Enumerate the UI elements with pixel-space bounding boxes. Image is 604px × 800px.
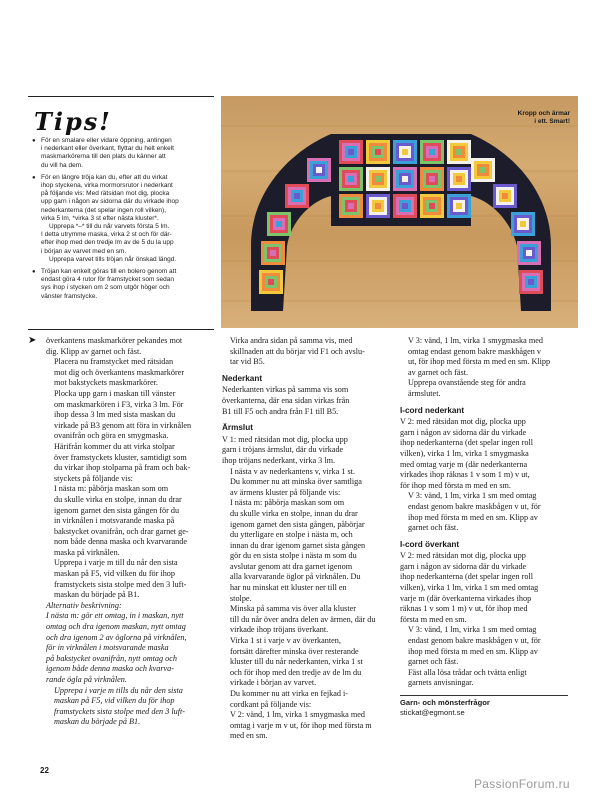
text-line: Härifrån kommer du att virka stolpar <box>54 441 175 451</box>
text-line: omtag och dra igenom maskan, nytt omtag <box>46 622 186 632</box>
granny-square-ring <box>348 176 354 182</box>
tip-line: i början av varvet med en sm. <box>41 247 127 255</box>
photo-caption <box>518 110 570 126</box>
text-line: gör du en sista stolpe i nästa m som du <box>230 551 357 561</box>
tip-line: endast göra 4 rutor för framstycket som sedan <box>41 276 174 284</box>
text-column-1 <box>46 336 206 728</box>
tips-list <box>32 137 212 305</box>
text-line: framstyckets sista stolpe med den 3 luft- <box>54 706 185 716</box>
text-line: B1 till F5 och andra från F1 till B5. <box>222 406 339 416</box>
text-line: virkade i början av varvet. <box>230 678 317 688</box>
text-line: mot dig och överkantens maskmarkörer <box>54 367 185 377</box>
text-line: rande ögla på virknålen. <box>46 675 127 684</box>
text-line: maskan på F5, vid vilken du för ihop <box>54 569 175 579</box>
text-line: dig. Klipp av garnet och fäst. <box>46 346 142 356</box>
text-line: på bakstycket ovanifrån, nytt omtag och <box>46 653 177 663</box>
granny-square-ring <box>348 149 354 155</box>
granny-square-ring <box>429 203 435 209</box>
text-line: och för ihop med den tredje av de lm du <box>230 667 362 677</box>
body-paragraph <box>222 385 390 417</box>
contact-label: Garn- och mönsterfrågor <box>400 698 490 707</box>
body-paragraph <box>222 604 390 636</box>
body-paragraph <box>222 336 390 368</box>
text-line: Du kommer nu att virka en fejkad i- <box>230 689 348 698</box>
text-line: I nästa m: påbörja maskan som om <box>230 498 345 508</box>
text-line: och dra igenom 2 av öglorna på virknålen, <box>46 632 187 642</box>
text-line: Alternativ beskrivning: <box>46 600 122 610</box>
text-line: för ihop med första m med en sm. <box>400 480 511 490</box>
body-paragraph <box>46 601 206 686</box>
text-line: styckets på följande vis: <box>54 473 133 483</box>
text-line: du virkar ihop stolparna på fram och bak- <box>54 463 191 473</box>
text-line: ihop tröjans nederkant, virka 3 lm. <box>222 455 336 465</box>
text-line: alla kvarvarande öglor på virknålen. Du <box>230 572 361 582</box>
text-line: I nästa m: påbörja maskan som om <box>54 484 169 494</box>
text-line: innan du drar igenom garnet sista gången <box>230 540 366 550</box>
text-column-3 <box>400 336 570 718</box>
granny-square-ring <box>402 176 408 182</box>
text-line: mot bakstyckets maskmarkörer. <box>54 378 158 388</box>
text-line: räknas 1 v som 1 m) v ut, för ihop med <box>400 604 528 614</box>
text-line: garnets anvisningar. <box>408 678 474 688</box>
continuation-arrow-icon: ➤ <box>28 335 37 346</box>
body-paragraph <box>400 491 570 533</box>
contact-email[interactable]: stickat@egmont.se <box>400 708 465 717</box>
tip-line: ● För en längre tröja kan du, efter att du virkat <box>41 173 168 181</box>
section-heading: Nederkant <box>222 373 263 383</box>
text-line: V 2: med rätsidan mot dig, plocka upp <box>400 417 526 427</box>
text-line: virkades ihop räknas 1 v som 1 m) v ut, <box>400 470 530 480</box>
text-line: maska på virknålen. <box>54 547 120 557</box>
granny-square-ring <box>268 279 274 285</box>
granny-square-ring <box>480 167 486 173</box>
text-line: Placera nu framstycket med rätsidan <box>54 357 174 367</box>
granny-square-ring <box>429 176 435 182</box>
text-line: avslutar genom att dra garnet igenom <box>230 561 353 571</box>
text-line: till du når över andra delen av ärmen, där du <box>230 614 376 624</box>
text-line: bakstycket ovanifrån, och drar garnet ge- <box>54 526 189 536</box>
granny-square-ring <box>502 193 508 199</box>
photo-caption-line: i ett. Smart! <box>534 118 570 125</box>
granny-square-ring <box>456 203 462 209</box>
text-line: I nästa v av nederkantens v, virka 1 st. <box>230 466 355 476</box>
page-number: 22 <box>40 766 49 775</box>
text-line: V 3: vänd, 1 lm, virka 1 sm med omtag <box>408 625 537 635</box>
text-line: Du kommer nu att minska över samtliga <box>230 477 362 487</box>
text-line: igenom garnet den sista gången, påbörjar <box>230 519 365 529</box>
contact-divider <box>400 695 568 696</box>
body-paragraph <box>46 558 206 600</box>
text-column-2 <box>222 336 390 742</box>
body-paragraph <box>222 689 390 710</box>
body-paragraph <box>222 636 390 689</box>
text-line: ihop dessa 3 lm med sista maskan du <box>54 410 176 420</box>
body-paragraph <box>46 336 206 357</box>
tip-line: sys ihop i stycken om 2 som utgör höger och <box>41 284 170 292</box>
body-paragraph <box>46 389 206 442</box>
body-paragraph <box>222 498 390 604</box>
text-line: igenom både denna maska och kvarva- <box>46 664 175 674</box>
body-paragraph <box>400 668 570 689</box>
text-line: in virknålen i motsvarande maska på <box>54 516 175 526</box>
section-heading: I-cord överkant <box>400 539 460 549</box>
body-paragraph <box>400 336 570 378</box>
body-paragraph <box>222 710 390 742</box>
tip-item <box>32 137 212 170</box>
text-line: virkade på B3 genom att föra in virknålen <box>54 420 192 430</box>
text-line: av ärmens kluster på följande vis: <box>230 487 341 497</box>
body-paragraph <box>46 484 206 558</box>
text-line: V 3: vänd, 1 lm, virka 1 sm med omtag <box>408 491 537 501</box>
text-line: vilken), virka 1 lm, virka 1 smygmaska <box>400 448 529 458</box>
text-line: Upprepa i varje m tills du når den sista <box>54 685 183 695</box>
text-line: Virka 1 st i varje v av överkanten, <box>230 636 341 646</box>
text-line: ihop nederkanterna (det spelar ingen roll <box>400 438 533 448</box>
text-line: stolpe. <box>230 593 252 603</box>
text-line: I nästa m: gör ett omtag, in i maskan, nytt <box>46 611 184 621</box>
watermark: PassionForum.ru <box>474 777 570 791</box>
text-line: överkanterna, där ena sidan virkas från <box>222 395 350 405</box>
text-line: du ytterligare en stolpe i nästa m, och <box>230 530 353 540</box>
granny-square-ring <box>270 250 276 256</box>
tip-line: Upprepa varvet tills tröjan når önskad längd. <box>49 255 177 263</box>
text-line: cordkant på följande vis: <box>230 699 312 709</box>
text-line: garn i någon av sidorna där du virkade <box>400 427 527 437</box>
text-line: virkade ihop tröjans överkant. <box>230 625 329 635</box>
tip-line: du vill ha dem. <box>41 161 83 169</box>
text-line: av garnet och fäst. <box>408 367 469 377</box>
text-line: V 1: med rätsidan mot dig, plocka upp <box>222 434 348 444</box>
section-heading: I-cord nederkant <box>400 405 465 415</box>
body-paragraph <box>46 357 206 389</box>
body-paragraph <box>222 435 390 467</box>
text-line: endast genom bakre maskbågen v ut, för <box>408 501 541 511</box>
text-line: endast genom bakre maskbågen v ut, för <box>408 636 541 646</box>
text-line: V 2: med rätsidan mot dig, plocka upp <box>400 551 526 561</box>
granny-square-ring <box>528 279 534 285</box>
text-line: du skulle virka en stolpe, innan du drar <box>54 494 182 504</box>
text-line: Nederkanten virkas på samma vis som <box>222 385 349 395</box>
body-paragraph <box>400 551 570 625</box>
text-line: över framstyckets kluster, samtidigt som <box>54 452 187 462</box>
text-line: med omtag varje m (där nederkanterna <box>400 459 528 469</box>
text-line: maskan du började på B1. <box>54 590 140 600</box>
granny-square-ring <box>375 203 381 209</box>
text-line: V 3: vänd, 1 lm, virka 1 smygmaska med <box>408 336 543 345</box>
text-line: garn i tröjans ärmslut, där du virkade <box>222 445 344 455</box>
text-line: överkantens maskmarkörer pekandes mot <box>46 336 183 345</box>
text-line: vilken), virka 1 lm, virka 1 sm med omtag <box>400 583 539 593</box>
text-line: Upprepa i varje m till du når den sista <box>54 558 178 568</box>
cardigan-illustration <box>221 96 578 328</box>
granny-square-ring <box>375 176 381 182</box>
tip-line: maskmarkörerna till den plats du känner att <box>41 153 166 161</box>
text-line: fortsätt därefter minska över resterande <box>230 646 359 656</box>
tip-line: upp garn i någon av sidorna där du virkade ihop <box>41 198 179 206</box>
granny-square-ring <box>316 167 322 173</box>
tip-line: ● För en smalare eller vidare öppning, antingen <box>41 137 172 144</box>
text-line: du skulle virka en stolpe, innan du drar <box>230 508 358 518</box>
text-line: ärmslutet. <box>408 388 441 398</box>
text-line: ihop med första m med en sm. Klipp av <box>408 646 538 656</box>
granny-square-ring <box>520 221 526 227</box>
text-line: ut, för ihop med första m med en sm. Klipp <box>408 357 551 367</box>
text-line: Upprepa ovanstående steg för andra <box>408 378 526 388</box>
tip-line: Upprepa *–* till du når varvets första 5 lm. <box>49 223 170 231</box>
body-paragraph <box>46 686 206 728</box>
granny-square-ring <box>294 193 300 199</box>
text-line: kluster till du når nederkanten, virka 1 st <box>230 657 363 667</box>
text-line: har nu minskat ett kluster ner till en <box>230 583 347 593</box>
text-line: om maskmarkören i F3, virka 3 lm. För <box>54 399 184 409</box>
text-line: Plocka upp garn i maskan till vänster <box>54 388 176 398</box>
column-3-blocks <box>400 336 570 689</box>
text-line: varje m (där överkanterna virkades ihop <box>400 593 532 603</box>
section-heading: Ärmslut <box>222 423 253 433</box>
granny-square-ring <box>348 203 354 209</box>
tip-item <box>32 174 212 264</box>
text-line: skillnaden att du börjar vid F1 och avslu- <box>230 346 365 356</box>
text-line: maskan du började på B1. <box>54 717 141 727</box>
body-paragraph <box>400 625 570 667</box>
tips-title: Tips! <box>34 107 112 136</box>
text-line: ihop med första m med en sm. Klipp av <box>408 512 538 522</box>
tip-line: vänster framstycke. <box>41 292 98 300</box>
tip-line: efter ihop med den tredje lm av de 5 du la upp <box>41 239 174 247</box>
text-line: framstyckets sista stolpe med den 3 luft- <box>54 579 187 589</box>
granny-square-ring <box>526 250 532 256</box>
text-line: Virka andra sidan på samma vis, med <box>230 336 353 345</box>
tips-box <box>28 96 214 330</box>
text-line: första m med en sm. <box>400 614 467 624</box>
text-line: för in virknålen i motsvarande maska <box>46 643 169 653</box>
text-line: V 2: vänd, 1 lm, virka 1 smygmaska med <box>230 710 365 720</box>
text-line: garnet och fäst. <box>408 657 459 667</box>
tip-line: på följande vis: Med rätsidan mot dig, plocka <box>41 190 170 198</box>
text-line: maskan på F5, vid vilken du för ihop <box>54 696 175 706</box>
tip-line: virka 5 lm, *virka 3 st efter nästa kluster*. <box>41 214 159 222</box>
granny-square-ring <box>402 203 408 209</box>
text-line: garn i någon av sidorna där du virkade <box>400 561 527 571</box>
text-line: med en sm. <box>230 731 268 741</box>
granny-square-ring <box>429 149 435 155</box>
tip-line: nederkanterna (det spelar ingen roll vilken), <box>41 206 167 214</box>
granny-square-ring <box>456 149 462 155</box>
body-paragraph <box>400 378 570 399</box>
tip-line: i nederkant eller överkant, flyttar du helt enkelt <box>41 145 174 153</box>
granny-square-ring <box>276 221 282 227</box>
body-paragraph <box>222 467 390 499</box>
granny-square-ring <box>456 176 462 182</box>
cardigan-photo <box>221 96 578 328</box>
text-line: ihop nederkanterna (det spelar ingen roll <box>400 572 533 582</box>
text-line: omtag i varje m v ut, för ihop med första m <box>230 720 372 730</box>
text-line: Minska på samma vis över alla kluster <box>230 604 356 614</box>
tip-line: ihop styckena, virka mormorsrutor i nederkant <box>41 182 173 190</box>
text-line: nom både denna maska och kvarvarande <box>54 537 187 547</box>
granny-square-ring <box>375 149 381 155</box>
tip-item <box>32 268 212 301</box>
body-paragraph <box>46 442 206 484</box>
tip-line: ● Tröjan kan enkelt göras till en bolero genom att <box>41 268 177 276</box>
text-line: ovanifrån och göra en smygmaska. <box>54 431 169 441</box>
text-line: tar vid B5. <box>230 357 265 367</box>
text-line: igenom garnet den sista gången för du <box>54 505 180 515</box>
text-line: Fäst alla lösa trådar och tvätta enligt <box>408 667 527 677</box>
text-line: garnet och fäst. <box>408 523 459 533</box>
granny-square-ring <box>402 149 408 155</box>
body-paragraph <box>400 417 570 491</box>
text-line: omtag endast genom bakre maskbågen v <box>408 346 542 356</box>
photo-caption-line: Kropp och ärmar <box>517 110 570 117</box>
tip-line: I detta utrymme maska, virka 2 st och för där- <box>41 231 172 239</box>
